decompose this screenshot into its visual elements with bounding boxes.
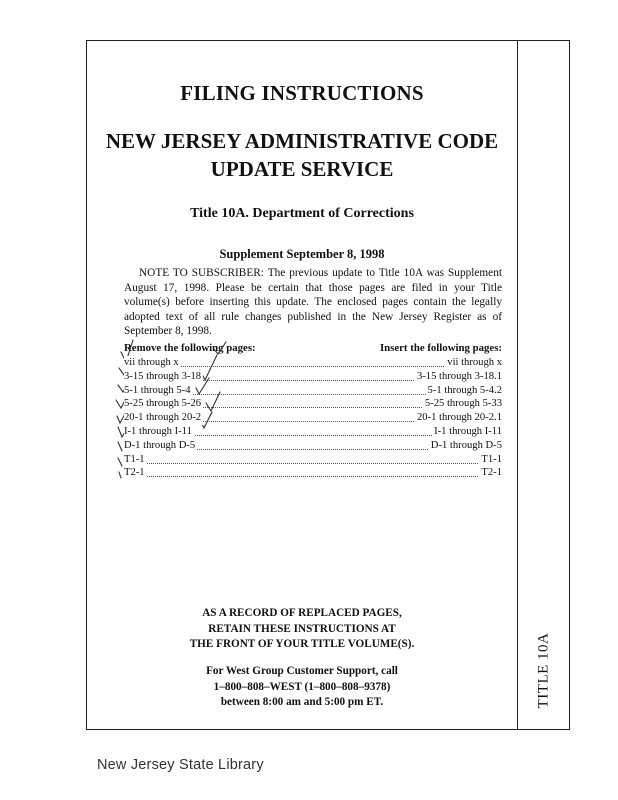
table-row [124, 370, 502, 384]
pages-table [124, 342, 502, 480]
document-title: FILING INSTRUCTIONS [180, 81, 424, 105]
insert-pages: 20-1 through 20-2.1 [416, 412, 502, 424]
remove-pages: T2-1 [124, 467, 145, 479]
remove-pages: D-1 through D-5 [124, 439, 196, 451]
insert-pages: T2-1 [481, 467, 502, 479]
table-row [124, 356, 502, 370]
table-row [124, 384, 502, 398]
customer-support [87, 664, 517, 711]
table-row [124, 397, 502, 411]
insert-pages: I-1 through I-11 [434, 425, 502, 437]
support-phone: 1–800–808–WEST (1–800–808–9378) [213, 680, 391, 693]
subscriber-note [124, 266, 502, 339]
pages-table-header [124, 342, 502, 356]
library-stamp: New Jersey State Library [97, 757, 264, 773]
record-notice-line1: AS A RECORD OF REPLACED PAGES, [202, 607, 402, 619]
code-title-line2: UPDATE SERVICE [210, 157, 394, 181]
remove-pages: 5-25 through 5-26 [124, 398, 202, 410]
remove-pages: T1-1 [124, 453, 145, 465]
insert-header: Insert the following pages: [379, 342, 502, 354]
table-row [124, 411, 502, 425]
insert-pages: 5-1 through 5-4.2 [427, 384, 502, 396]
remove-pages: I-1 through I-11 [124, 425, 192, 437]
subscriber-note-text: NOTE TO SUBSCRIBER: The previous update to Title 10A was Supplement August 17, 1998. Please be certain that those pages are filed in your Title volume(s) before inserting this update. The enclosed pages contain the legally adopted text of all rule changes published in the New Jersey Register as of September 8, 1998. [124, 267, 502, 338]
insert-pages: D-1 through D-5 [430, 439, 502, 451]
table-row [124, 425, 502, 439]
insert-pages: T1-1 [481, 453, 502, 465]
insert-pages: 3-15 through 3-18.1 [416, 370, 502, 382]
remove-pages: vii through x [124, 357, 179, 368]
remove-pages: 20-1 through 20-2 [124, 412, 202, 424]
support-hours: between 8:00 am and 5:00 pm ET. [220, 696, 384, 708]
remove-pages: 5-1 through 5-4 [124, 384, 191, 396]
code-title [87, 127, 517, 183]
table-row [124, 466, 502, 480]
table-row [124, 453, 502, 467]
supplement-date: Supplement September 8, 1998 [219, 247, 385, 261]
remove-header: Remove the following pages: [124, 342, 256, 354]
title-subtitle: Title 10A. Department of Corrections [190, 206, 414, 221]
insert-pages: 5-25 through 5-33 [424, 398, 502, 410]
side-tab-label [518, 615, 570, 725]
record-notice-line2: RETAIN THESE INSTRUCTIONS AT [208, 622, 396, 635]
insert-pages: vii through x [447, 357, 502, 368]
table-row [124, 439, 502, 453]
record-notice-line3: THE FRONT OF YOUR TITLE VOLUME(S). [189, 638, 415, 650]
remove-pages: 3-15 through 3-18 [124, 370, 202, 382]
support-line1: For West Group Customer Support, call [206, 665, 398, 677]
record-notice [87, 606, 517, 653]
code-title-line1: NEW JERSEY ADMINISTRATIVE CODE [105, 129, 499, 153]
side-tab-text: TITLE 10A [535, 632, 552, 708]
